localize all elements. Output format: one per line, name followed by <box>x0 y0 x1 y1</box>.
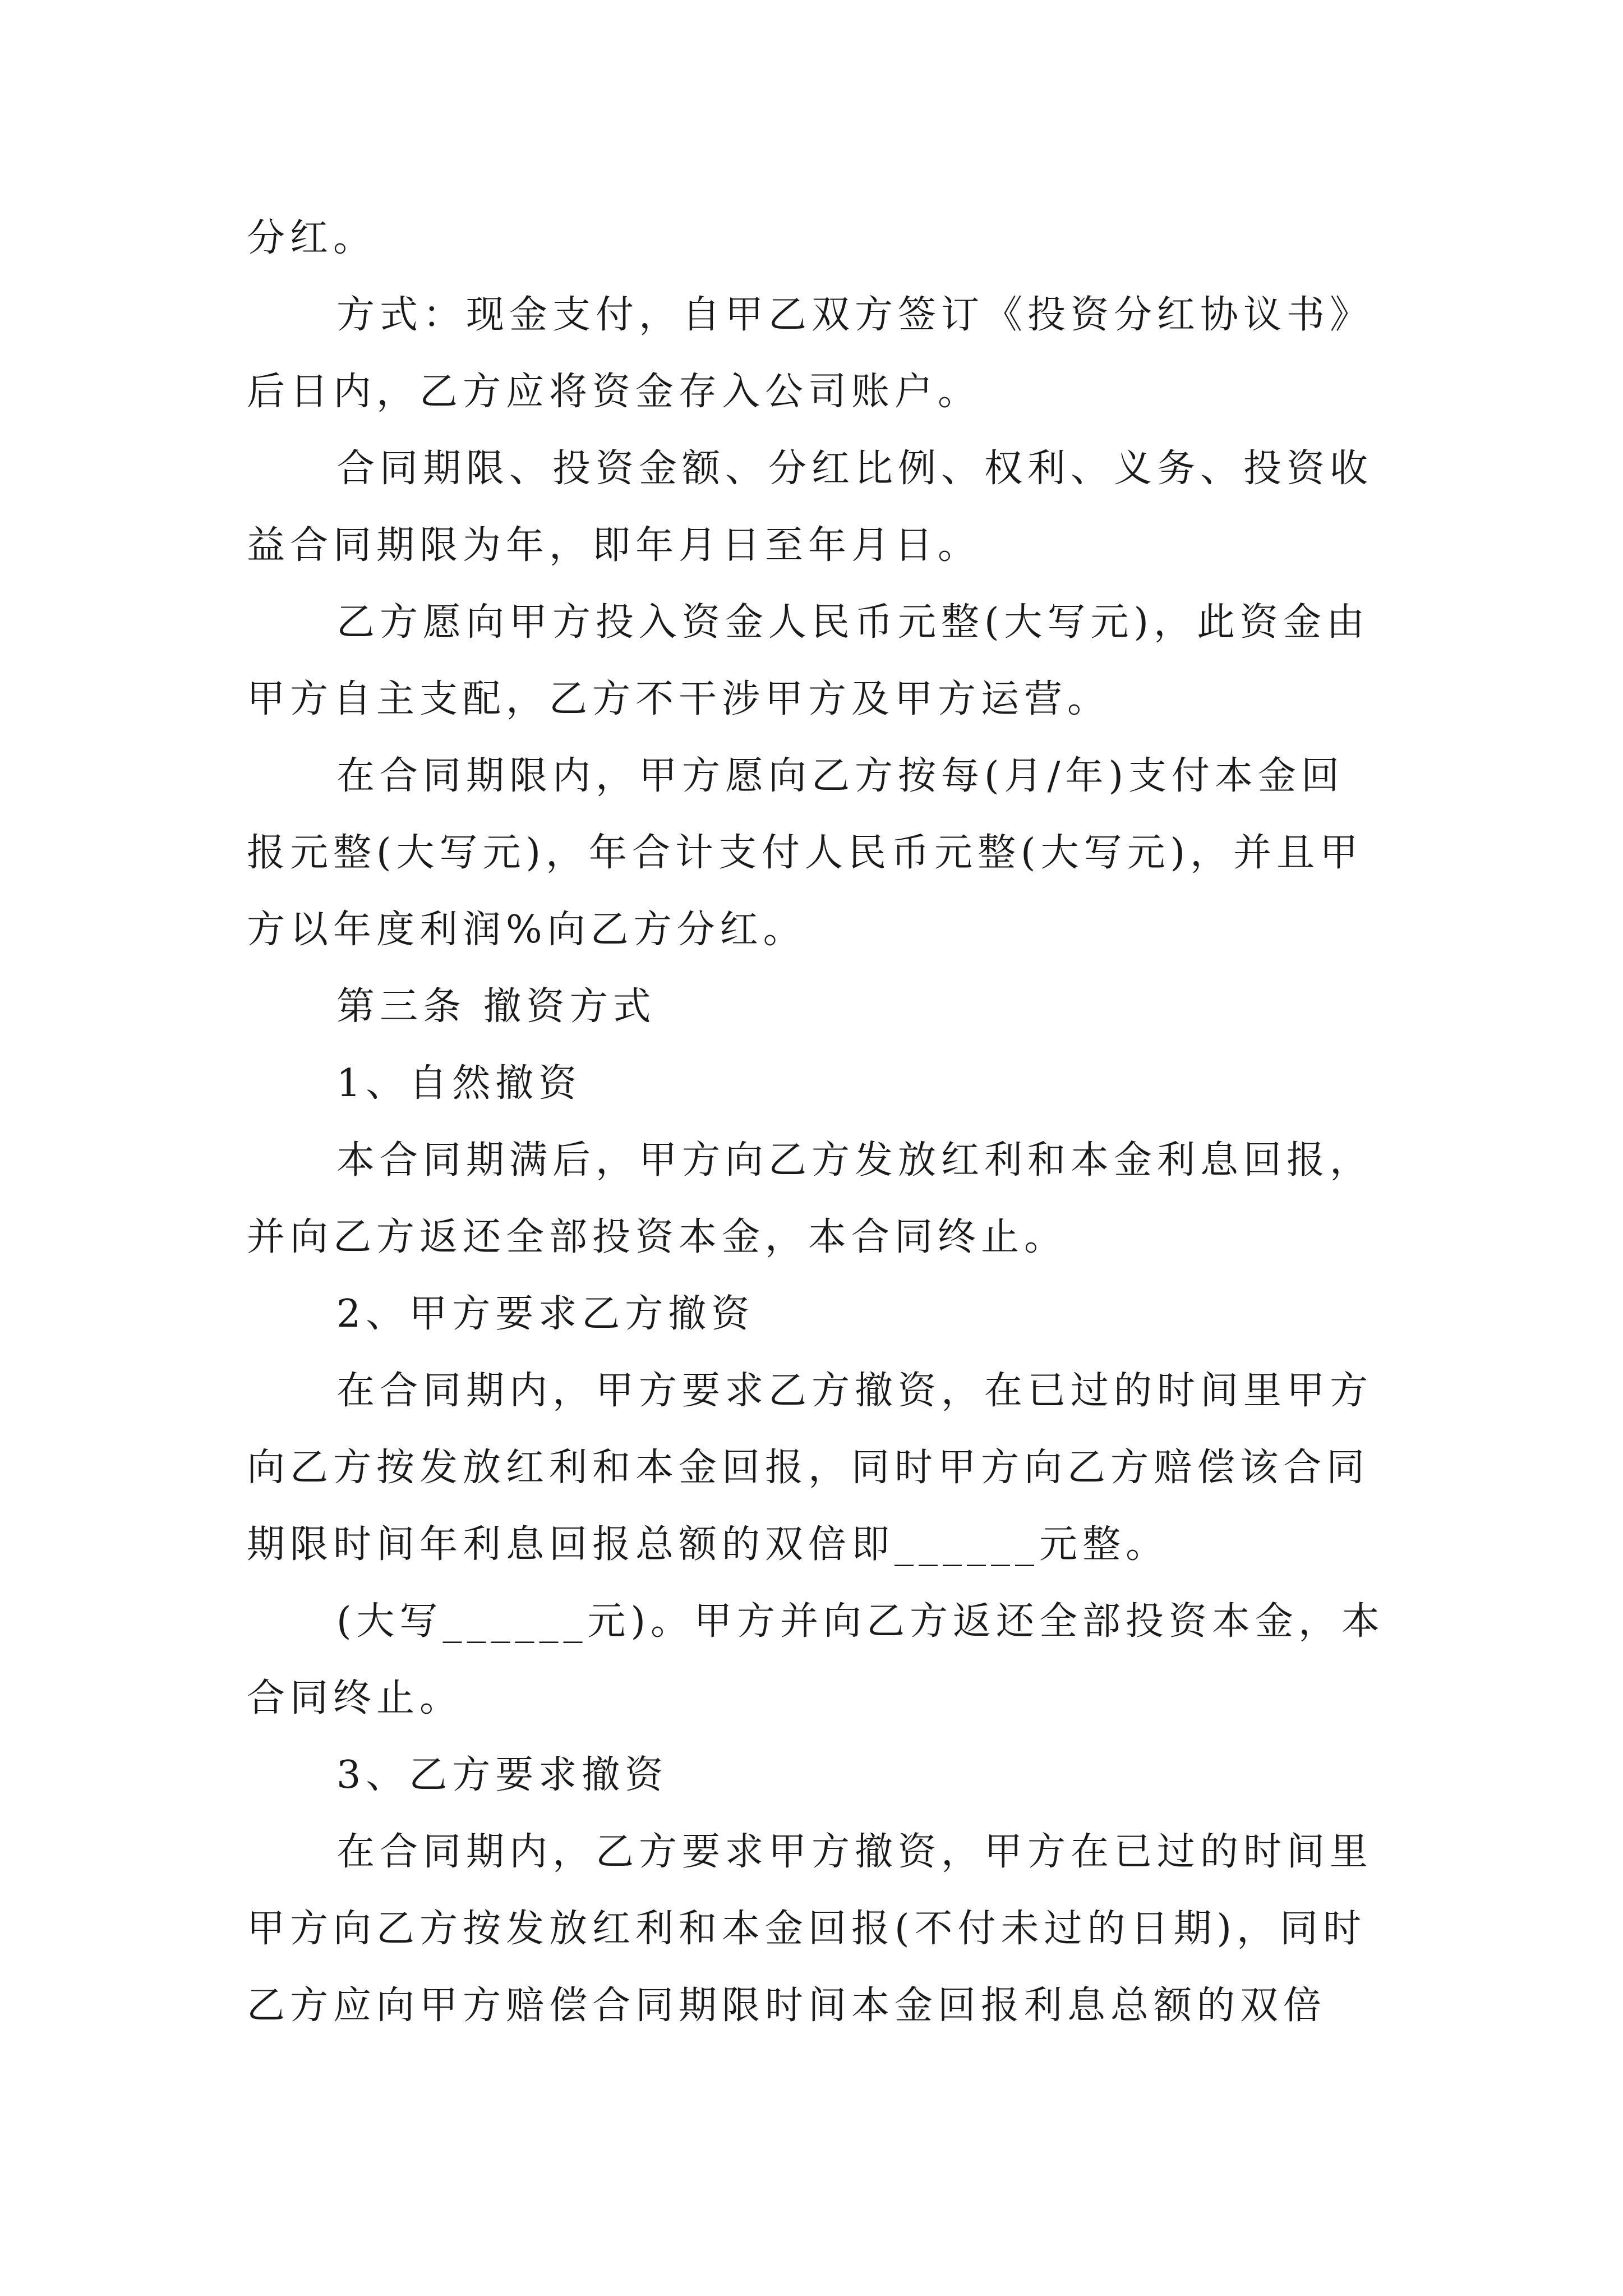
text-line-18: 期限时间年利息回报总额的双倍即______元整。 <box>247 1522 1169 1567</box>
text-line-16: 在合同期内，甲方要求乙方撤资，在已过的时间里甲方 <box>336 1369 1373 1413</box>
text-line-23: 甲方向乙方按发放红利和本金回报(不付未过的日期)，同时 <box>247 1907 1367 1951</box>
text-line-2: 方式：现金支付，自甲乙双方签订《投资分红协议书》 <box>336 293 1373 337</box>
subsection-heading-1: 1、自然撤资 <box>336 1061 582 1106</box>
text-line-1: 分红。 <box>247 216 377 260</box>
text-line-5: 益合同期限为年，即年月日至年月日。 <box>247 523 981 568</box>
text-line-9: 报元整(大写元)，年合计支付人民币元整(大写元)，并且甲 <box>247 831 1363 875</box>
text-line-10: 方以年度利润%向乙方分红。 <box>247 908 806 952</box>
text-line-8: 在合同期限内，甲方愿向乙方按每(月/年)支付本金回 <box>336 754 1344 798</box>
text-line-6: 乙方愿向甲方投入资金人民币元整(大写元)，此资金由 <box>336 600 1370 645</box>
subsection-heading-2: 2、甲方要求乙方撤资 <box>336 1292 755 1336</box>
text-line-14: 并向乙方返还全部投资本金，本合同终止。 <box>247 1215 1068 1259</box>
text-line-4: 合同期限、投资金额、分红比例、权利、义务、投资收 <box>336 447 1373 491</box>
text-line-17: 向乙方按发放红利和本金回报，同时甲方向乙方赔偿该合同 <box>247 1446 1370 1490</box>
text-line-24: 乙方应向甲方赔偿合同期限时间本金回报利息总额的双倍 <box>247 1984 1327 2028</box>
text-line-22: 在合同期内，乙方要求甲方撤资，甲方在已过的时间里 <box>336 1830 1373 1874</box>
subsection-heading-3: 3、乙方要求撤资 <box>336 1753 668 1797</box>
text-line-20: 合同终止。 <box>247 1676 463 1720</box>
text-line-3: 后日内，乙方应将资金存入公司账户。 <box>247 370 981 414</box>
text-line-7: 甲方自主支配，乙方不干涉甲方及甲方运营。 <box>247 677 1111 721</box>
document-body <box>247 200 1385 2044</box>
text-line-19: (大写______元)。甲方并向乙方返还全部投资本金，本 <box>336 1599 1385 1644</box>
section-heading: 第三条 撤资方式 <box>336 984 656 1029</box>
text-line-13: 本合同期满后，甲方向乙方发放红利和本金利息回报， <box>336 1138 1373 1182</box>
